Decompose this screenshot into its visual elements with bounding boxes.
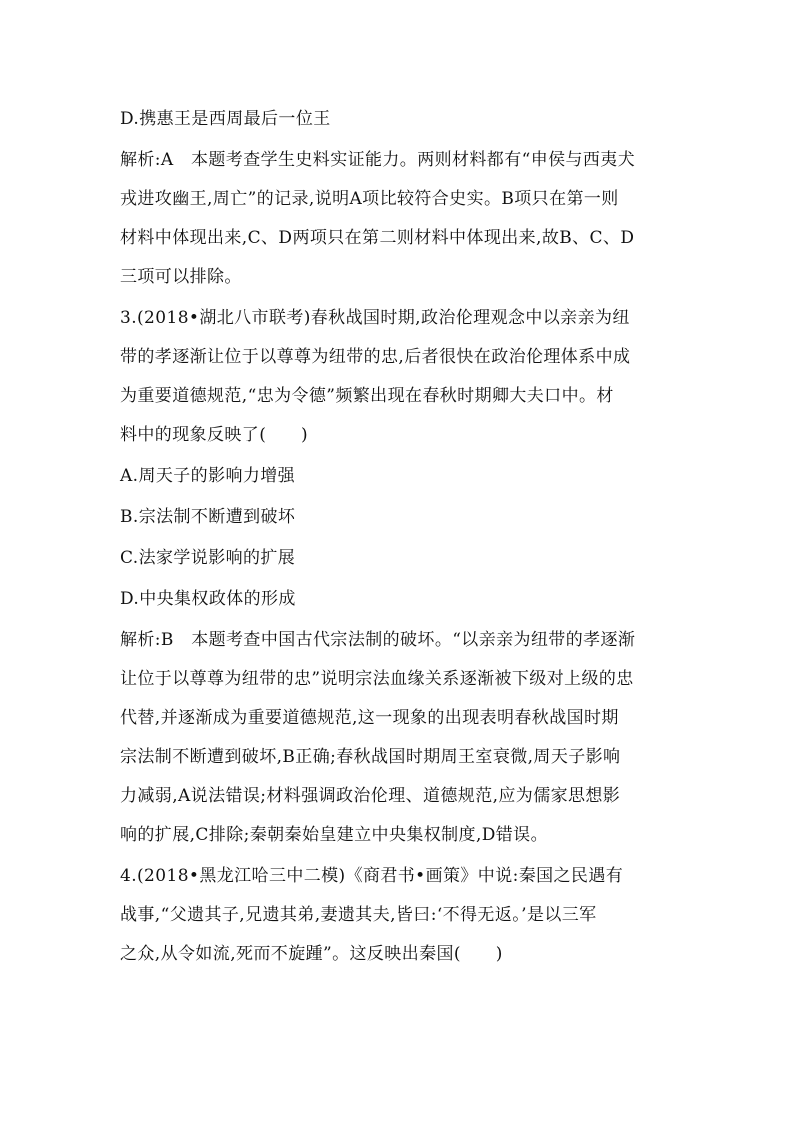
question-3-option-d: D.中央集权政体的形成 [120,589,296,609]
question-3-stem: 带的孝逐渐让位于以尊尊为纽带的忠,后者很快在政治伦理体系中成 [120,347,631,367]
question-3-analysis: 响的扩展,C排除;秦朝秦始皇建立中央集权制度,D错误。 [120,825,548,845]
analysis-line: 三项可以排除。 [120,267,242,287]
question-4-stem: 战事,“父遗其子,兄遗其弟,妻遗其夫,皆曰:‘不得无返。’是以三军 [120,905,597,925]
question-3-option-b: B.宗法制不断遭到破坏 [120,507,296,527]
option-d-previous: D.携惠王是西周最后一位王 [120,109,331,129]
analysis-line: 解析:A 本题考查学生史料实证能力。两则材料都有“申侯与西夷犬 [120,150,636,170]
analysis-line: 材料中体现出来,C、D两项只在第二则材料中体现出来,故B、C、D [120,228,635,248]
question-3-option-c: C.法家学说影响的扩展 [120,548,296,568]
question-3-analysis: 力减弱,A说法错误;材料强调政治伦理、道德规范,应为儒家思想影 [120,786,621,806]
question-4-stem: 4.(2018•黑龙江哈三中二模)《商君书•画策》中说:秦国之民遇有 [120,866,624,886]
question-3-analysis: 解析:B 本题考查中国古代宗法制的破坏。“以亲亲为纽带的孝逐渐 [120,630,636,650]
question-3-option-a: A.周天子的影响力增强 [120,466,296,486]
question-4-stem: 之众,从令如流,死而不旋踵”。这反映出秦国( ) [120,944,503,964]
question-3-stem: 为重要道德规范,“忠为令德”频繁出现在春秋时期卿大夫口中。材 [120,386,614,406]
question-3-stem: 3.(2018•湖北八市联考)春秋战国时期,政治伦理观念中以亲亲为纽 [120,308,630,328]
question-3-analysis: 代替,并逐渐成为重要道德规范,这一现象的出现表明春秋战国时期 [120,708,619,728]
question-3-stem: 料中的现象反映了( ) [120,425,309,445]
analysis-line: 戎进攻幽王,周亡”的记录,说明A项比较符合史实。B项只在第一则 [120,189,619,209]
question-3-analysis: 宗法制不断遭到破坏,B正确;春秋战国时期周王室衰微,周天子影响 [120,747,621,767]
question-3-analysis: 让位于以尊尊为纽带的忠”说明宗法血缘关系逐渐被下级对上级的忠 [120,669,634,689]
